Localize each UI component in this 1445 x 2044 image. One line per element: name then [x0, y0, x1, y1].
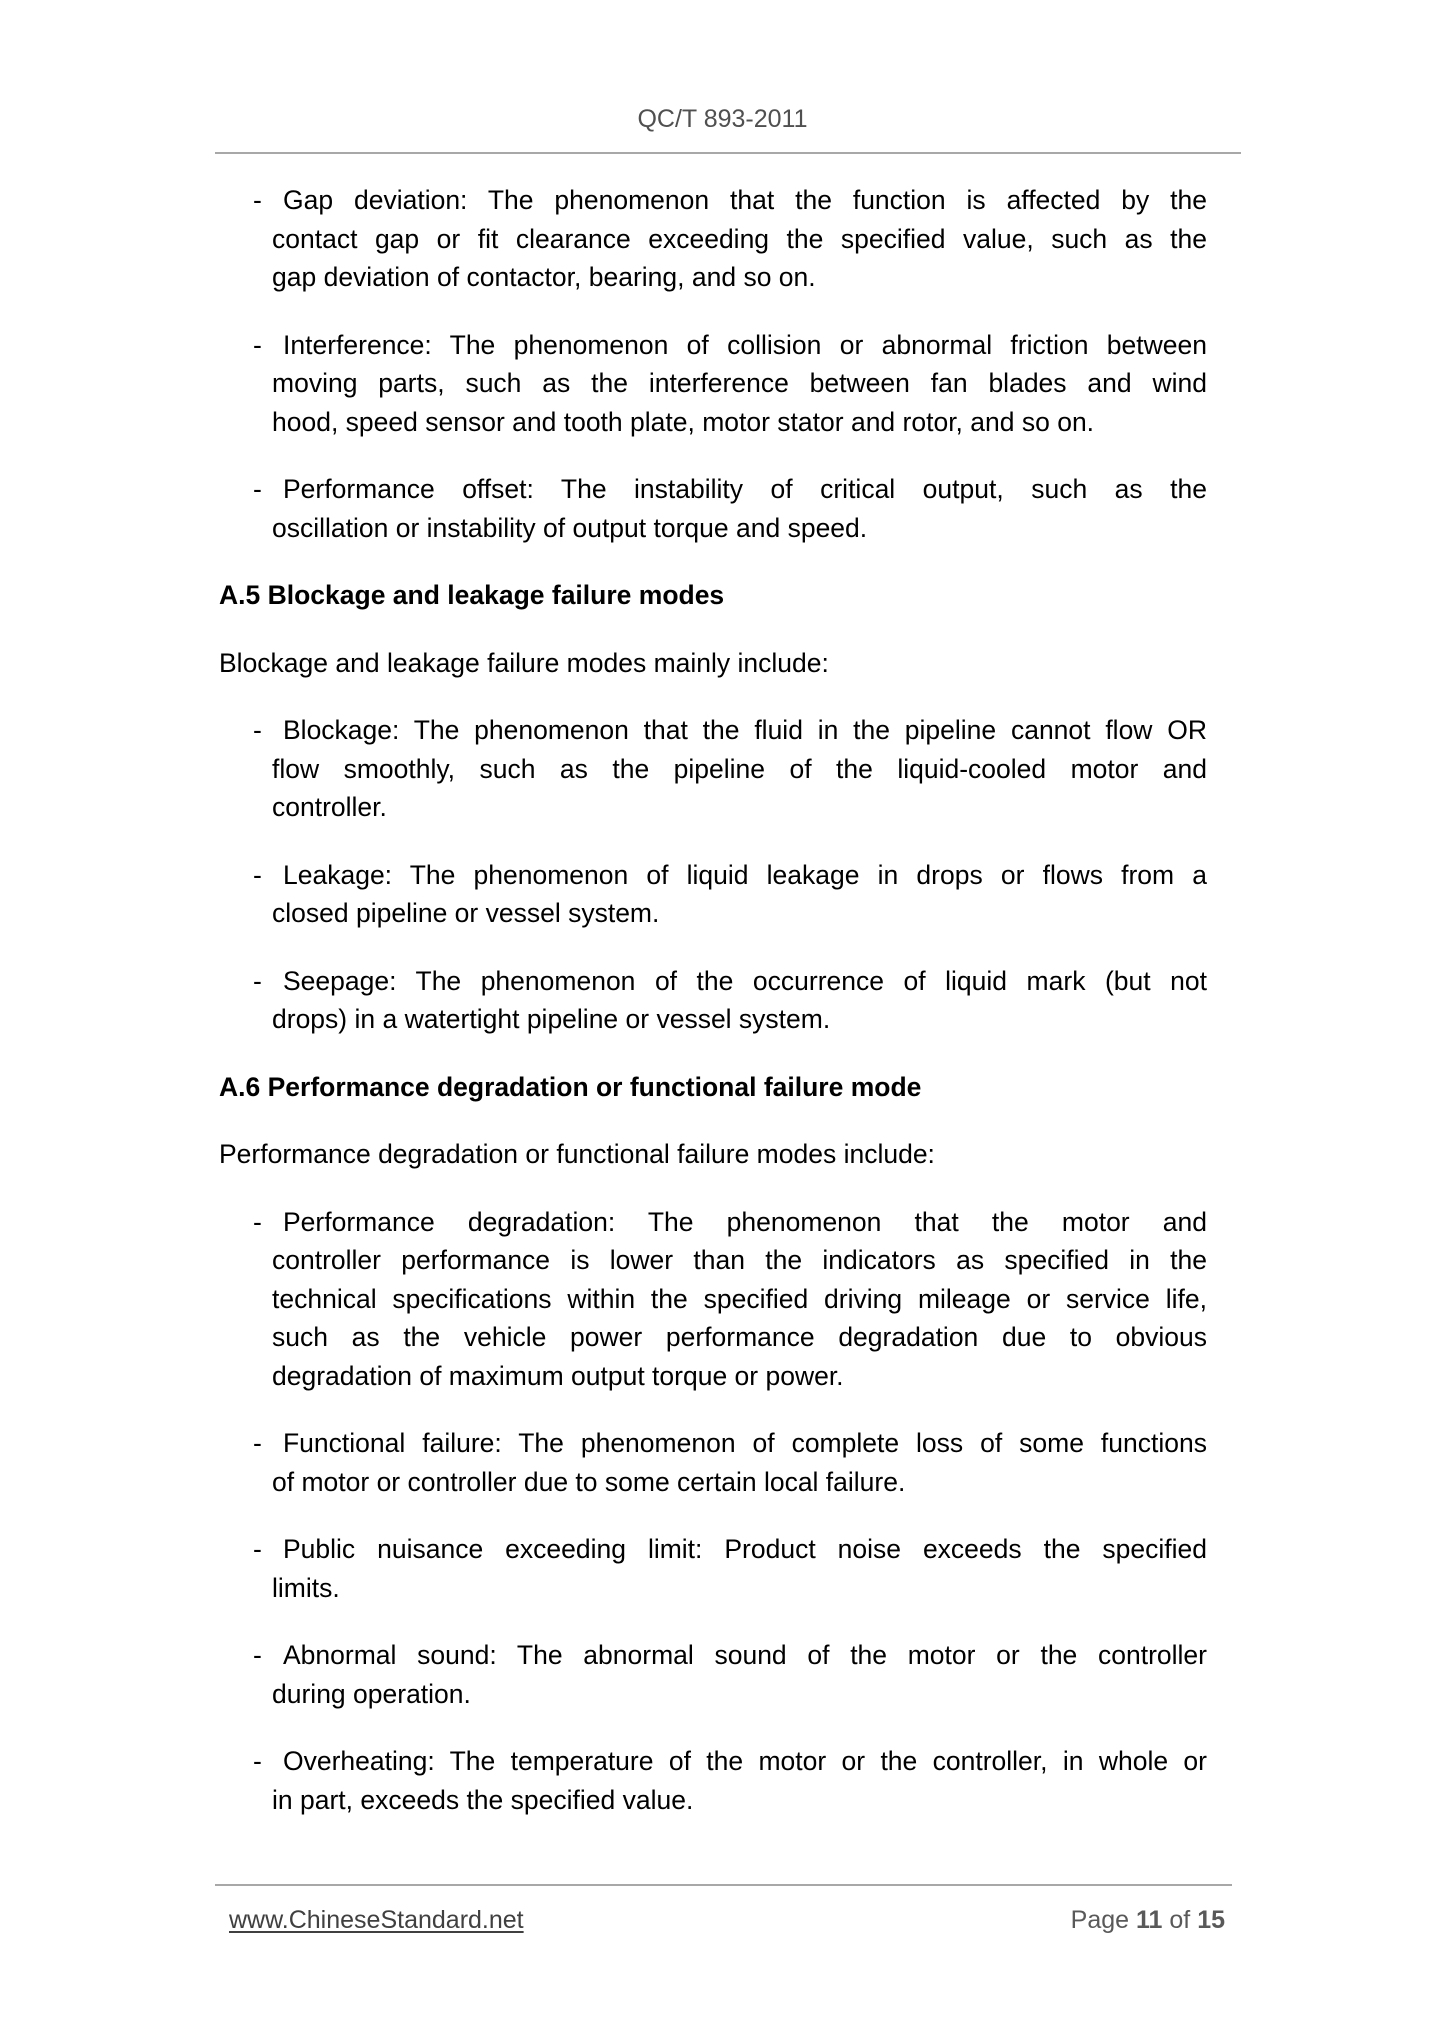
- bullet-item-line: degradation of maximum output torque or power.: [272, 1360, 844, 1391]
- bullet-item-line: Performance degradation: The phenomenon that the motor and: [283, 1206, 1207, 1237]
- section-heading-a6: A.6 Performance degradation or functional failure mode: [219, 1071, 922, 1102]
- bullet-marker: -: [253, 715, 262, 745]
- document-header-id: QC/T 893-2011: [637, 105, 808, 133]
- page-indicator: [1071, 1905, 1225, 1935]
- bullet-item-line: Public nuisance exceeding limit: Product noise exceeds the specified: [283, 1534, 1207, 1564]
- bullet-item-line: Interference: The phenomenon of collision or abnormal friction between: [283, 329, 1207, 360]
- bullet-item-line: Leakage: The phenomenon of liquid leakage in drops or flows from a: [283, 859, 1207, 890]
- bullet-item-line: gap deviation of contactor, bearing, and so on.: [272, 262, 816, 292]
- bullet-item-line: hood, speed sensor and tooth plate, motor stator and rotor, and so on.: [272, 406, 1095, 437]
- page-of-label: of: [1169, 1906, 1191, 1934]
- bullet-item-line: in part, exceeds the specified value.: [272, 1784, 694, 1815]
- bullet-item-line: controller.: [272, 792, 387, 822]
- bullet-item-line: of motor or controller due to some certain local failure.: [272, 1466, 906, 1497]
- bullet-item-line: Functional failure: The phenomenon of complete loss of some functions: [283, 1428, 1207, 1458]
- page-current: 11: [1135, 1906, 1163, 1934]
- page-total: 15: [1197, 1906, 1225, 1934]
- bullet-item-line: drops) in a watertight pipeline or vessel system.: [272, 1004, 831, 1034]
- website-link[interactable]: www.ChineseStandard.net: [229, 1906, 524, 1934]
- bullet-item-line: oscillation or instability of output torque and speed.: [272, 512, 868, 543]
- bullet-marker: -: [253, 1746, 262, 1776]
- bullet-marker: -: [253, 859, 262, 890]
- bullet-marker: -: [253, 474, 262, 504]
- bullet-marker: -: [253, 1428, 262, 1458]
- section-heading-a5: A.5 Blockage and leakage failure modes: [219, 580, 725, 610]
- bullet-item-line: Performance offset: The instability of critical output, such as the: [283, 474, 1207, 504]
- bullet-item-line: moving parts, such as the interference between fan blades and wind: [272, 368, 1207, 398]
- bullet-item-line: limits.: [272, 1572, 340, 1603]
- bullet-marker: -: [253, 185, 262, 215]
- section-intro-a5: Blockage and leakage failure modes mainly include:: [219, 647, 829, 678]
- bullet-item-line: closed pipeline or vessel system.: [272, 898, 660, 928]
- bullet-marker: -: [253, 1534, 262, 1564]
- bullet-item-line: Seepage: The phenomenon of the occurrence of liquid mark (but not: [283, 965, 1207, 996]
- section-intro-a6: Performance degradation or functional failure modes include:: [219, 1139, 935, 1169]
- bullet-item-line: during operation.: [272, 1678, 471, 1709]
- bullet-item-line: Gap deviation: The phenomenon that the function is affected by the: [283, 185, 1207, 215]
- bullet-item-line: contact gap or fit clearance exceeding the specified value, such as the: [272, 223, 1207, 254]
- bullet-marker: -: [253, 1206, 262, 1237]
- bullet-item-line: technical specifications within the specified driving mileage or service life,: [272, 1283, 1207, 1314]
- bullet-marker: -: [253, 965, 262, 996]
- footer-divider: [215, 1884, 1232, 1886]
- page-label: Page: [1070, 1906, 1130, 1934]
- bullet-marker: -: [253, 1640, 262, 1670]
- bullet-marker: -: [253, 329, 262, 360]
- bullet-item-line: such as the vehicle power performance degradation due to obvious: [272, 1322, 1207, 1352]
- header-divider: [215, 152, 1241, 154]
- bullet-item-line: Abnormal sound: The abnormal sound of the motor or the controller: [283, 1640, 1207, 1670]
- bullet-item-line: controller performance is lower than the indicators as specified in the: [272, 1245, 1207, 1275]
- bullet-item-line: Overheating: The temperature of the motor or the controller, in whole or: [283, 1746, 1207, 1776]
- bullet-item-line: flow smoothly, such as the pipeline of the liquid-cooled motor and: [272, 753, 1207, 784]
- bullet-item-line: Blockage: The phenomenon that the fluid in the pipeline cannot flow OR: [283, 715, 1207, 745]
